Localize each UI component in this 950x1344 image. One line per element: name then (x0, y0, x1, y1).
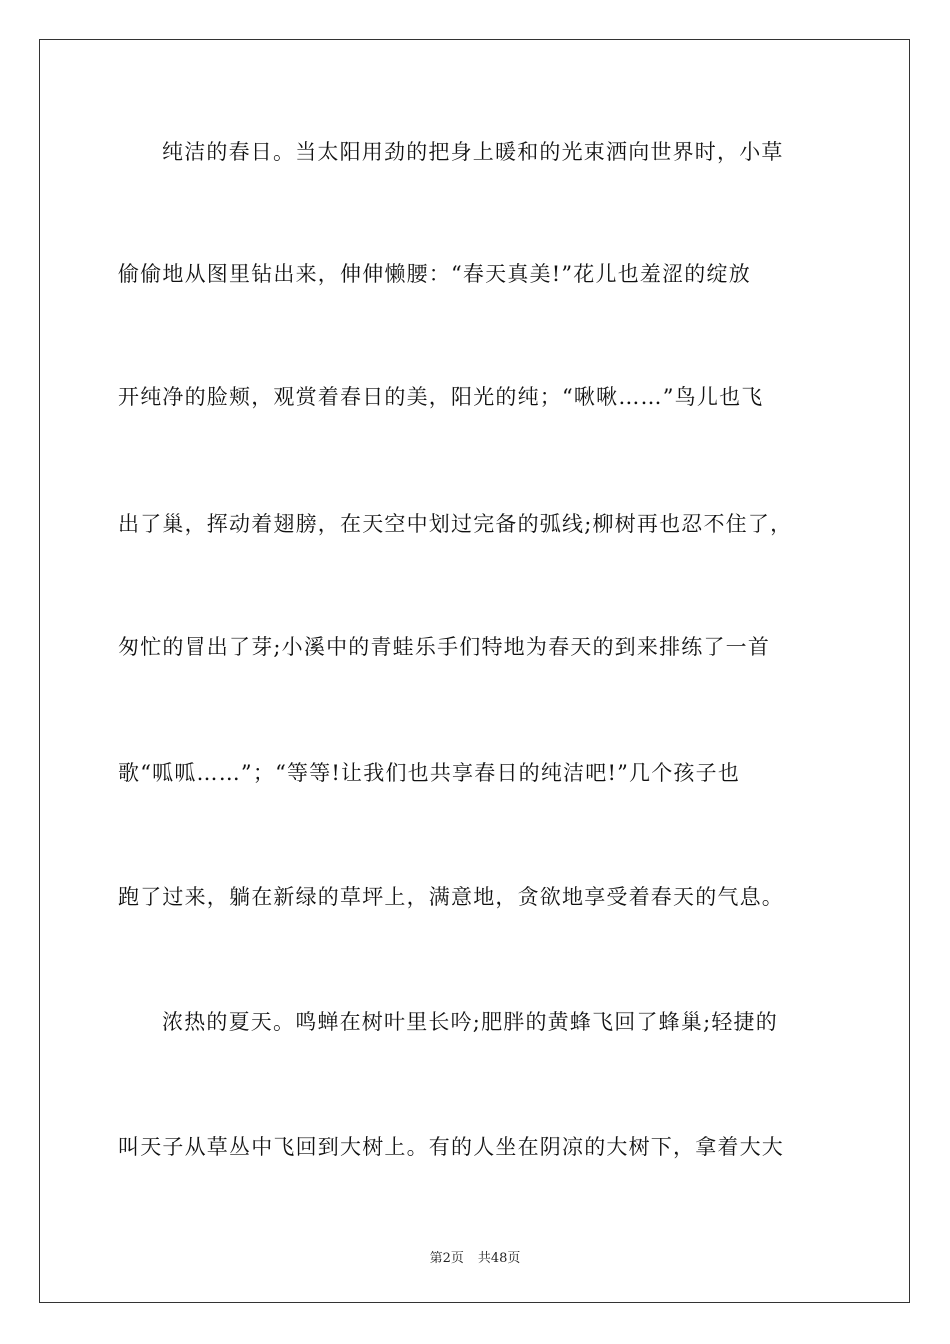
page-border (39, 39, 910, 1303)
paragraph-line: 出了巢，挥动着翅膀，在天空中划过完备的弧线;柳树再也忍不住了， (118, 512, 793, 536)
page-footer (0, 1247, 950, 1266)
paragraph-line: 开纯净的脸颊，观赏着春日的美，阳光的纯；“啾啾……”鸟儿也飞 (118, 385, 764, 409)
page-total: 共48页 (477, 1251, 521, 1266)
paragraph-line: 歌“呱呱……”；“等等!让我们也共享春日的纯洁吧!”几个孩子也 (118, 761, 741, 785)
paragraph-line: 偷偷地从图里钻出来，伸伸懒腰：“春天真美!”花儿也羞涩的绽放 (118, 262, 751, 286)
paragraph-line: 叫天子从草丛中飞回到大树上。有的人坐在阴凉的大树下，拿着大大 (118, 1135, 784, 1159)
page-number: 第2页 (429, 1251, 464, 1266)
paragraph-line: 匆忙的冒出了芽;小溪中的青蛙乐手们特地为春天的到来排练了一首 (118, 635, 771, 659)
paragraph-line: 浓热的夏天。鸣蝉在树叶里长吟;肥胖的黄蜂飞回了蜂巢;轻捷的 (162, 1010, 778, 1034)
paragraph-line: 跑了过来，躺在新绿的草坪上，满意地，贪欲地享受着春天的气息。 (118, 885, 784, 909)
paragraph-line: 纯洁的春日。当太阳用劲的把身上暖和的光束洒向世界时，小草 (162, 140, 784, 164)
